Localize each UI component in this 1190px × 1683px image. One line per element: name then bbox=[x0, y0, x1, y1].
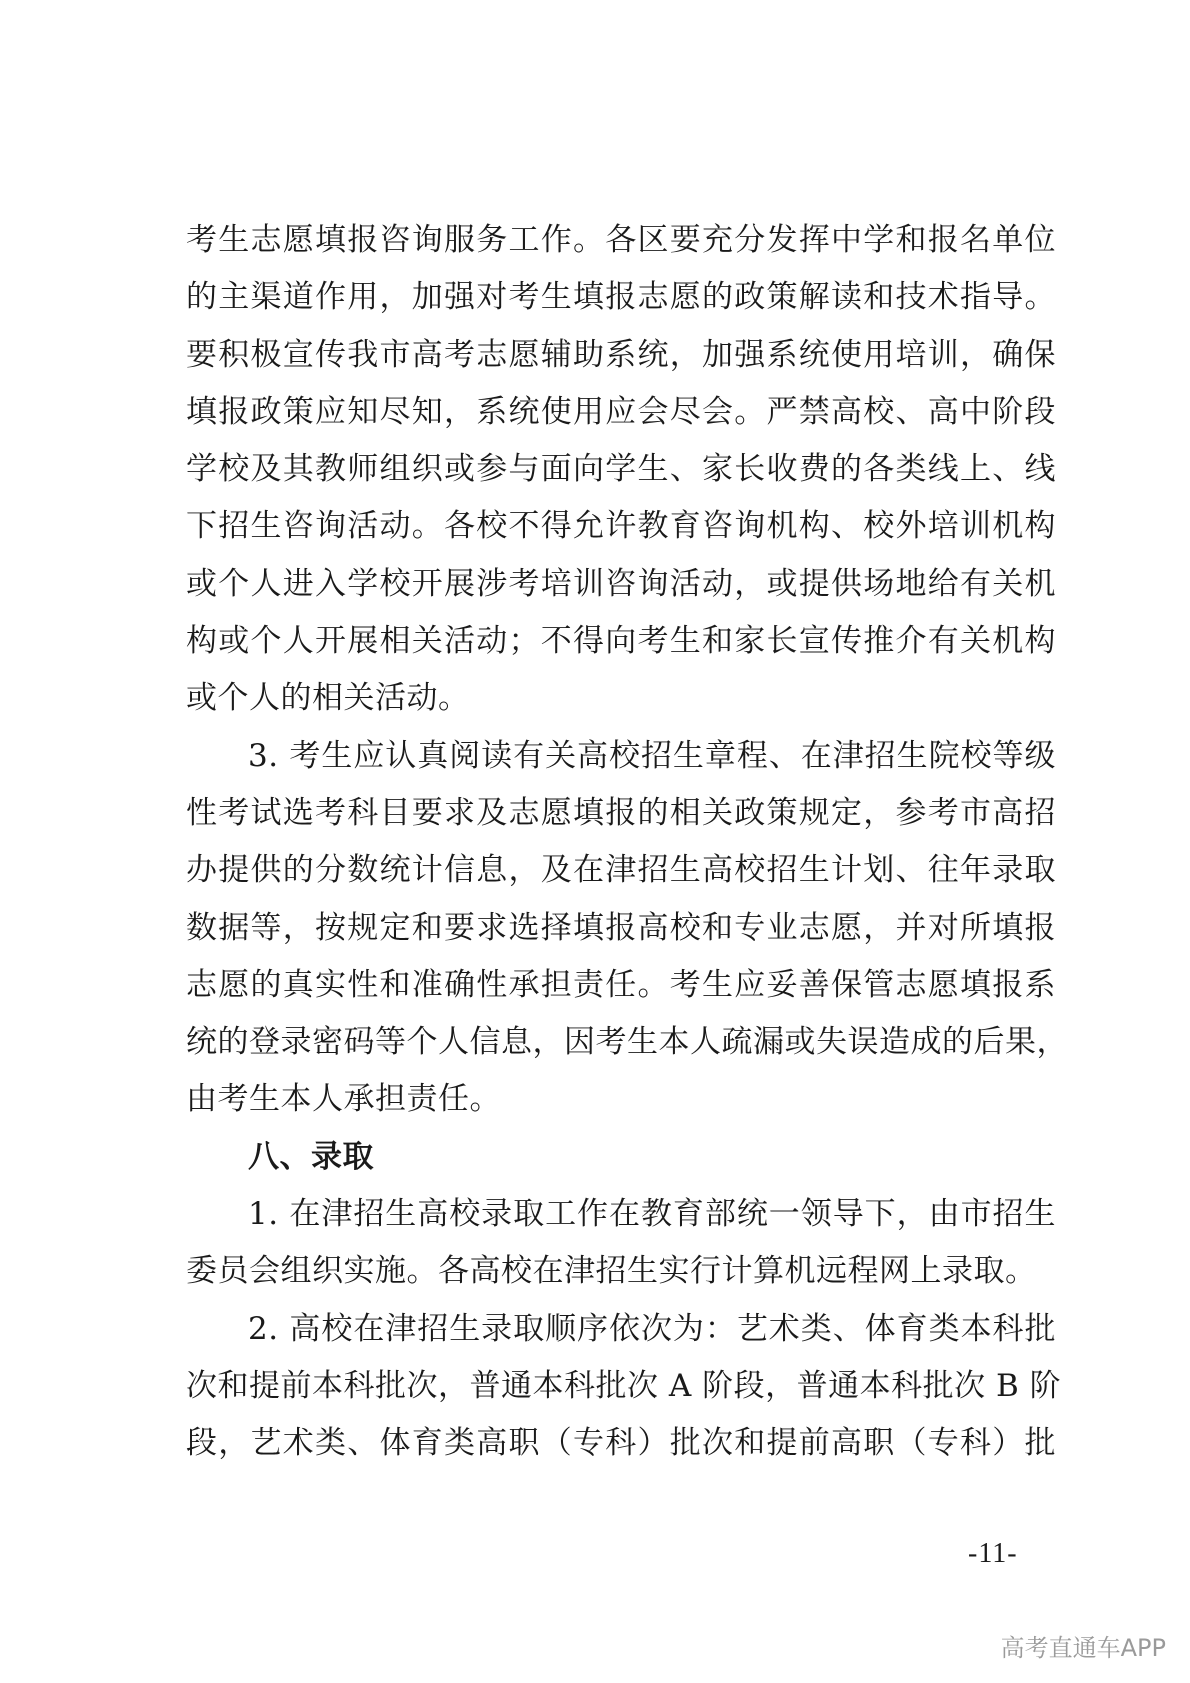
text-line: 构或个人开展相关活动；不得向考生和家长宣传推介有关机构 bbox=[186, 623, 1056, 660]
text-line: 数据等，按规定和要求选择填报高校和专业志愿，并对所填报 bbox=[186, 909, 1056, 946]
text-line: 委员会组织实施。各高校在津招生实行计算机远程网上录取。 bbox=[186, 1253, 1037, 1290]
text-line: 次和提前本科批次，普通本科批次 A 阶段，普通本科批次 B 阶 bbox=[186, 1367, 1062, 1404]
text-line: 性考试选考科目要求及志愿填报的相关政策规定，参考市高招 bbox=[186, 794, 1056, 831]
text-line: 或个人进入学校开展涉考培训咨询活动，或提供场地给有关机 bbox=[186, 565, 1056, 602]
watermark: 高考直通车APP bbox=[1000, 1634, 1166, 1662]
text-line: 3. 考生应认真阅读有关高校招生章程、在津招生院校等级 bbox=[248, 737, 1056, 774]
text-line: 的主渠道作用，加强对考生填报志愿的政策解读和技术指导。 bbox=[186, 279, 1056, 316]
text-line: 办提供的分数统计信息，及在津招生高校招生计划、往年录取 bbox=[186, 852, 1056, 889]
text-line: 下招生咨询活动。各校不得允许教育咨询机构、校外培训机构 bbox=[186, 508, 1056, 545]
text-line: 志愿的真实性和准确性承担责任。考生应妥善保管志愿填报系 bbox=[186, 966, 1056, 1003]
text-line: 或个人的相关活动。 bbox=[186, 680, 470, 717]
text-line: 要积极宣传我市高考志愿辅助系统，加强系统使用培训，确保 bbox=[186, 336, 1056, 373]
text-line: 2. 高校在津招生录取顺序依次为：艺术类、体育类本科批 bbox=[248, 1310, 1056, 1347]
text-line: 学校及其教师组织或参与面向学生、家长收费的各类线上、线 bbox=[186, 451, 1056, 488]
text-line: 统的登录密码等个人信息，因考生本人疏漏或失误造成的后果， bbox=[186, 1024, 1068, 1061]
document-body bbox=[186, 212, 1068, 1473]
text-line: 考生志愿填报咨询服务工作。各区要充分发挥中学和报名单位 bbox=[186, 222, 1056, 258]
text-line: 段，艺术类、体育类高职（专科）批次和提前高职（专科）批 bbox=[186, 1425, 1056, 1462]
text-line: 1. 在津招生高校录取工作在教育部统一领导下，由市招生 bbox=[248, 1196, 1056, 1233]
section-heading: 八、录取 bbox=[248, 1138, 374, 1175]
text-line: 由考生本人承担责任。 bbox=[186, 1081, 501, 1118]
text-line: 填报政策应知尽知，系统使用应会尽会。严禁高校、高中阶段 bbox=[186, 393, 1056, 430]
page-number: -11- bbox=[968, 1538, 1018, 1569]
